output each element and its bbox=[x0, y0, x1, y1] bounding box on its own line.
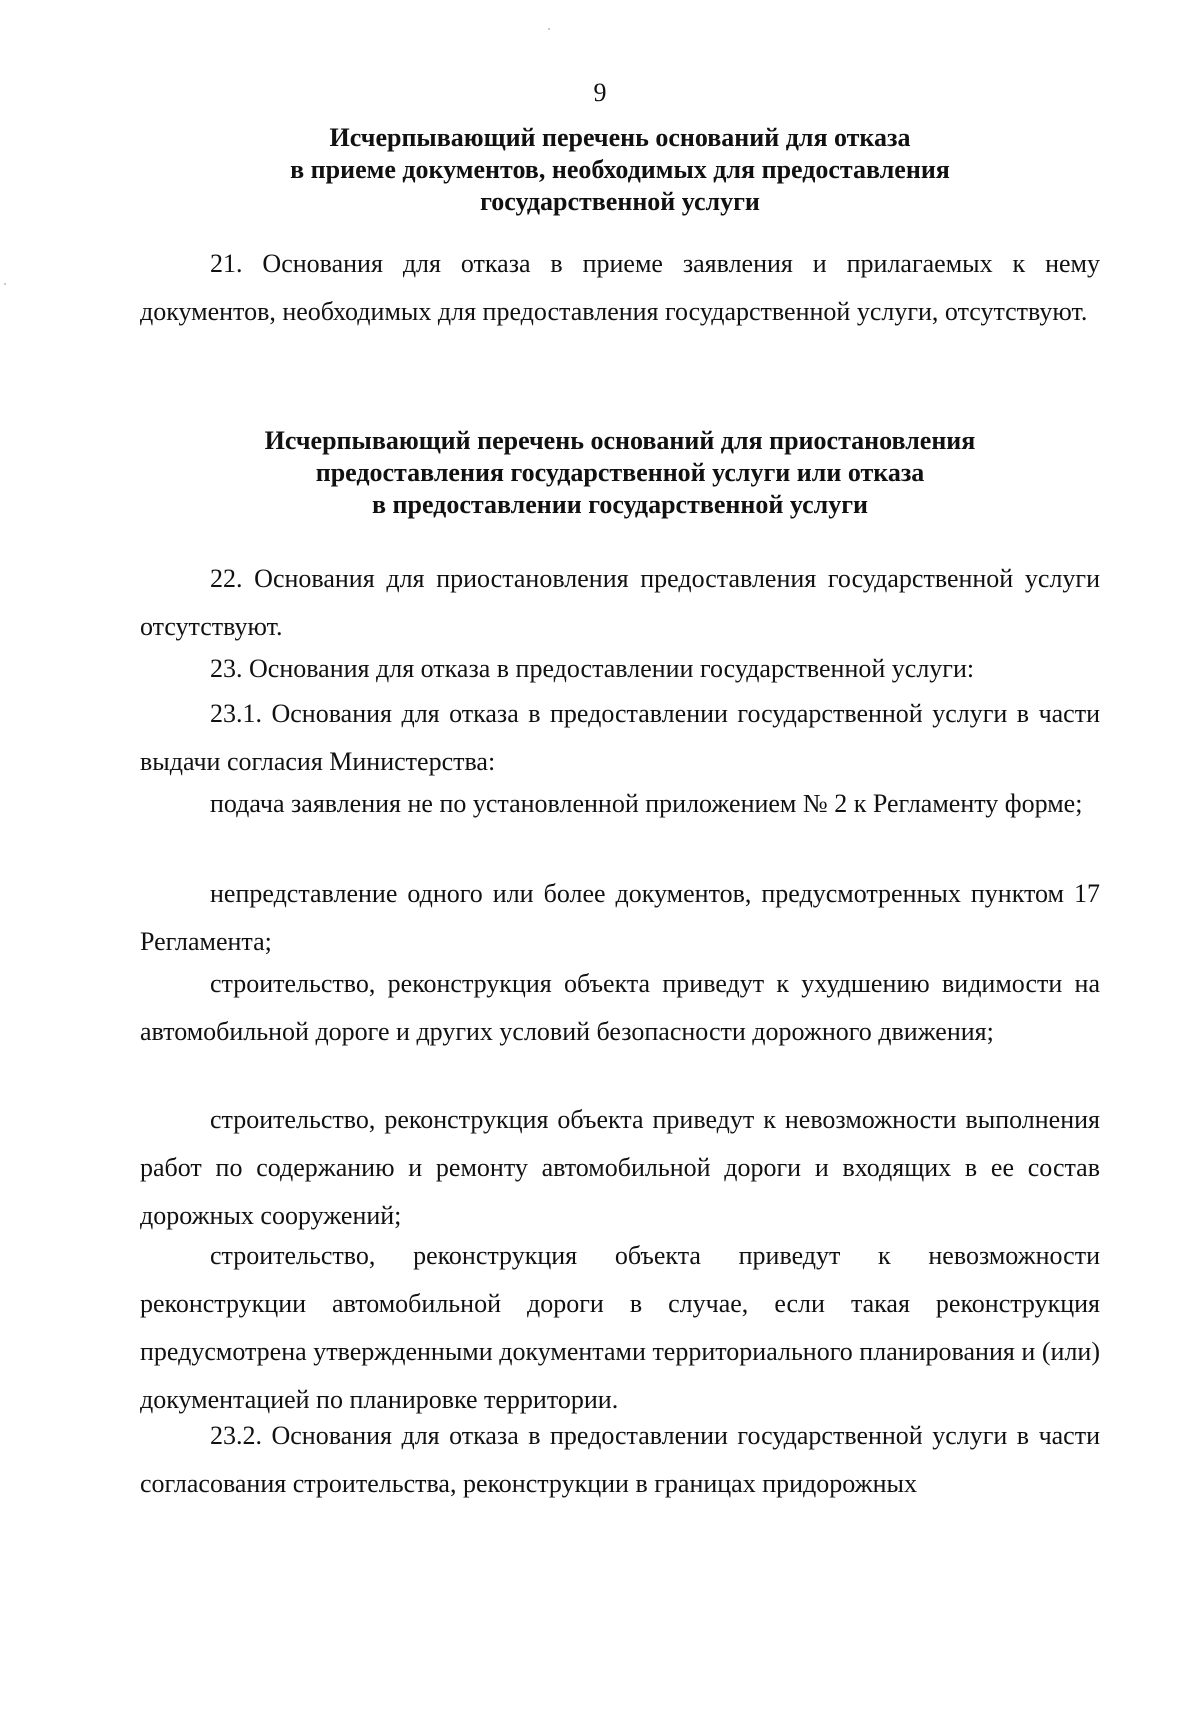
section-heading-suspension-refusal bbox=[140, 425, 1100, 521]
page-number: 9 bbox=[593, 78, 607, 107]
section-heading-refusal-acceptance bbox=[140, 122, 1100, 218]
paragraph-23-2: 23.2. Основания для отказа в предоставлении государственной услуги в части согласования строительства, реконструкции в границах придорожных bbox=[140, 1421, 1100, 1498]
scan-speck bbox=[4, 283, 6, 285]
paragraph-23-1: 23.1. Основания для отказа в предоставлении государственной услуги в части выдачи согласия Министерства: bbox=[140, 699, 1100, 776]
scan-speck bbox=[548, 28, 550, 30]
refusal-ground-4: строительство, реконструкция объекта приведут к невозможности выполнения работ по содержанию и ремонту автомобильной дороги и входящих в ее состав дорожных сооружений; bbox=[140, 1105, 1100, 1230]
paragraph-23: 23. Основания для отказа в предоставлении государственной услуги: bbox=[210, 654, 975, 683]
heading-line: в предоставлении государственной услуги bbox=[371, 490, 868, 519]
heading-line: Исчерпывающий перечень оснований для отказа bbox=[329, 123, 911, 152]
refusal-ground-3: строительство, реконструкция объекта приведут к ухудшению видимости на автомобильной дороге и других условий безопасности дорожного движения; bbox=[140, 969, 1100, 1046]
refusal-ground-1: подача заявления не по установленной приложением № 2 к Регламенту форме; bbox=[210, 789, 1083, 818]
paragraph-22: 22. Основания для приостановления предоставления государственной услуги отсутствуют. bbox=[140, 564, 1100, 641]
heading-line: в приеме документов, необходимых для предоставления bbox=[290, 155, 950, 184]
heading-line: Исчерпывающий перечень оснований для приостановления bbox=[264, 426, 976, 455]
paragraph-21: 21. Основания для отказа в приеме заявления и прилагаемых к нему документов, необходимых для предоставления государственной услуги, отсутствуют. bbox=[140, 249, 1100, 326]
refusal-ground-2: непредставление одного или более документов, предусмотренных пунктом 17 Регламента; bbox=[140, 879, 1100, 956]
heading-line: государственной услуги bbox=[480, 187, 760, 216]
refusal-ground-5: строительство, реконструкция объекта приведут к невозможности реконструкции автомобильной дороги в случае, если такая реконструкция предусмотрена утвержденными документами территориального планирования и (или) документацией по планировке территории. bbox=[140, 1241, 1100, 1414]
heading-line: предоставления государственной услуги или отказа bbox=[315, 458, 925, 487]
